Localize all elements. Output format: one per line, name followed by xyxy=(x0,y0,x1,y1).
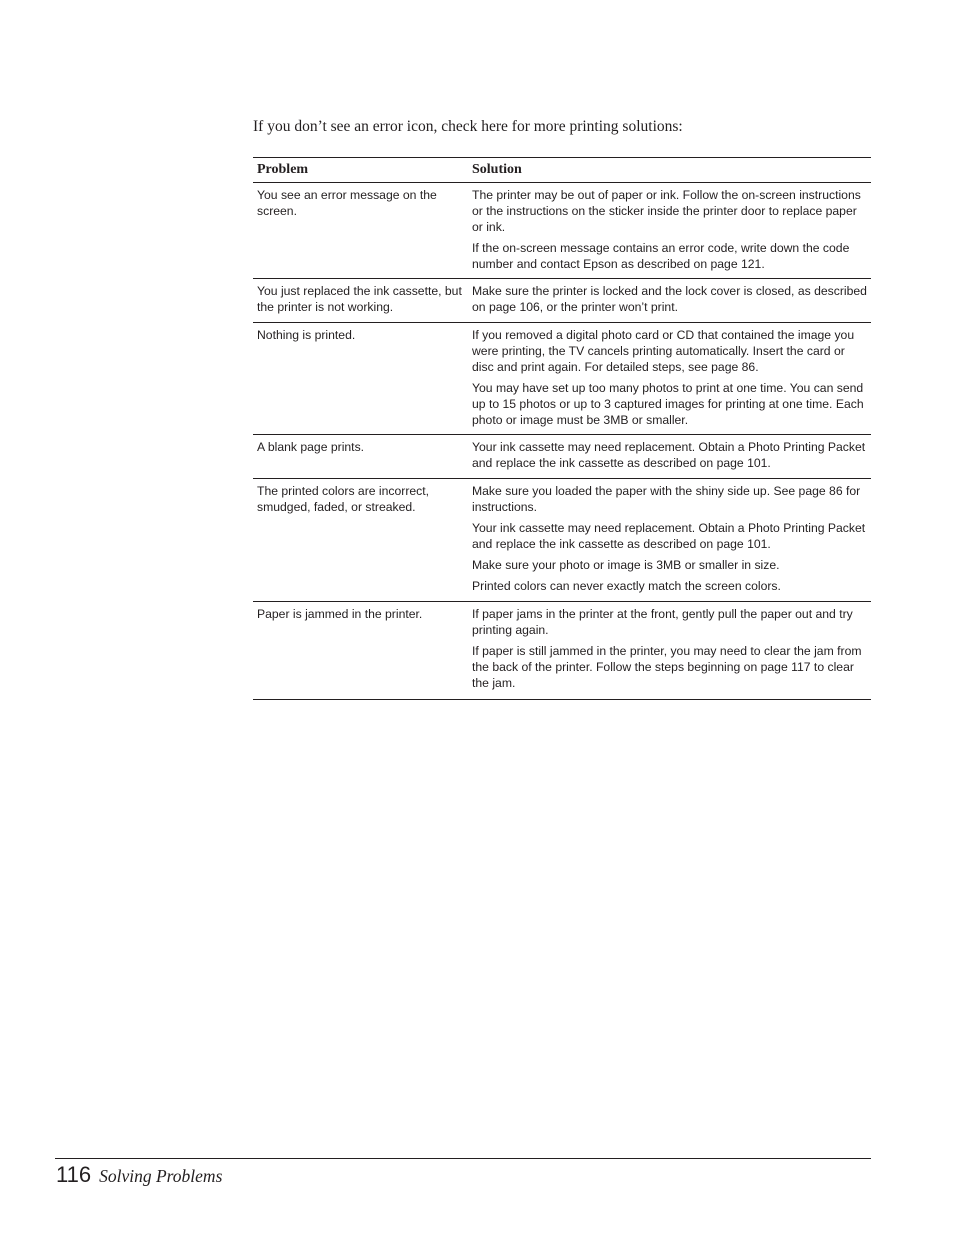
solution-paragraph: Your ink cassette may need replacement. Obtain a Photo Printing Packet and replace the ink cassette as described on page 101. xyxy=(472,521,866,551)
solution-cell xyxy=(468,323,871,435)
footer-divider xyxy=(55,1158,871,1159)
problem-cell: Paper is jammed in the printer. xyxy=(253,602,468,699)
solution-paragraph: If you removed a digital photo card or CD that contained the image you were printing, the TV cancels printing automatically. Insert the card or disc and print again. For detailed steps, see page 86. xyxy=(472,328,855,374)
problem-cell: The printed colors are incorrect, smudged, faded, or streaked. xyxy=(253,478,468,601)
solution-cell xyxy=(468,183,871,279)
solution-paragraph: If paper jams in the printer at the front, gently pull the paper out and try printing again. xyxy=(472,607,853,638)
solution-paragraph: You may have set up too many photos to print at one time. You can send up to 15 photos or up to 3 captured images for printing at one time. Each photo or image must be 3MB or smaller. xyxy=(472,380,864,427)
problem-cell: You just replaced the ink cassette, but the printer is not working. xyxy=(253,279,468,323)
table-row xyxy=(253,602,871,699)
table-row xyxy=(253,323,871,435)
solution-paragraph: If paper is still jammed in the printer, you may need to clear the jam from the back of the printer. Follow the steps beginning on page 117 to clear the jam. xyxy=(472,644,862,690)
table-header-row xyxy=(253,158,871,183)
intro-text: If you don’t see an error icon, check here for more printing solutions: xyxy=(253,118,683,135)
solution-column-header: Solution xyxy=(468,158,871,183)
table-body xyxy=(253,183,871,700)
section-title: Solving Problems xyxy=(99,1166,223,1186)
solution-cell xyxy=(468,478,871,601)
solution-cell xyxy=(468,435,871,479)
table-row xyxy=(253,478,871,601)
solution-cell xyxy=(468,279,871,323)
table-row xyxy=(253,183,871,279)
table-row xyxy=(253,279,871,323)
table-header xyxy=(253,158,871,183)
solution-paragraph: The printer may be out of paper or ink. Follow the on-screen instructions or the instructions on the sticker inside the printer door to replace paper or ink. xyxy=(472,188,861,234)
solution-paragraph: Make sure the printer is locked and the lock cover is closed, as described on page 106, or the printer won’t print. xyxy=(472,284,867,315)
problem-cell: A blank page prints. xyxy=(253,435,468,479)
troubleshooting-table xyxy=(253,157,871,700)
solution-paragraph: If the on-screen message contains an error code, write down the code number and contact Epson as described on page 121. xyxy=(472,240,850,271)
page-number: 116 xyxy=(56,1162,92,1187)
table-row xyxy=(253,435,871,479)
solution-paragraph: Make sure your photo or image is 3MB or smaller in size. xyxy=(472,558,780,573)
solution-paragraph: Printed colors can never exactly match the screen colors. xyxy=(472,579,781,594)
problem-column-header: Problem xyxy=(253,158,468,183)
solution-paragraph: Your ink cassette may need replacement. Obtain a Photo Printing Packet and replace the ink cassette as described on page 101. xyxy=(472,440,866,471)
solution-cell xyxy=(468,602,871,699)
problem-cell: You see an error message on the screen. xyxy=(253,183,468,279)
page-footer xyxy=(56,1162,222,1188)
problem-cell: Nothing is printed. xyxy=(253,323,468,435)
solution-paragraph: Make sure you loaded the paper with the shiny side up. See page 86 for instructions. xyxy=(472,483,861,514)
